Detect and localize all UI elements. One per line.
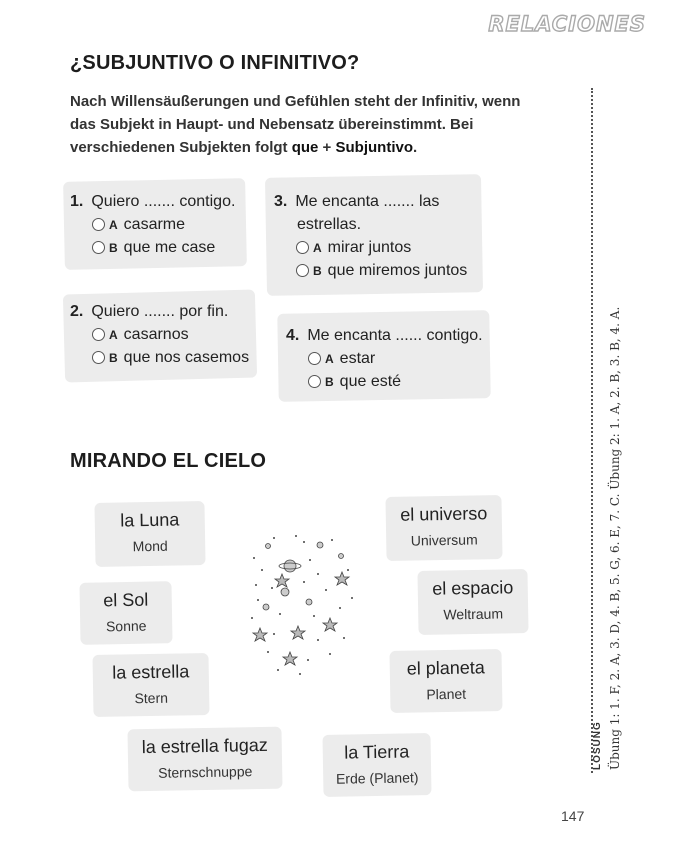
question-1 xyxy=(70,190,235,259)
question-2 xyxy=(70,300,249,369)
option-text: que me case xyxy=(123,238,216,256)
option-letter: A xyxy=(109,327,118,342)
option-text: que nos casemos xyxy=(123,348,250,366)
option-b[interactable] xyxy=(308,370,483,393)
radio-icon[interactable] xyxy=(92,328,105,341)
page-number: 147 xyxy=(561,808,585,824)
planet-icon xyxy=(339,554,344,559)
radio-icon[interactable] xyxy=(308,352,321,365)
planet-icon xyxy=(306,599,312,605)
vocab-german: Stern xyxy=(134,689,169,707)
vocab-spanish: el planeta xyxy=(406,657,485,679)
vocab-card xyxy=(92,653,209,717)
planet-icon xyxy=(266,544,271,549)
option-b[interactable] xyxy=(92,236,235,259)
intro-text: Nach Willensäußerungen und Gefühlen steht der Infinitiv, wenn das Subjekt in Haupt- und Nebensatz übereinstimmt. Bei verschiedenen Subjekten folgt xyxy=(70,93,521,156)
star-icon xyxy=(291,626,305,639)
exercise-title-cielo: MIRANDO EL CIELO xyxy=(70,450,267,472)
vocab-german: Erde (Planet) xyxy=(335,769,419,787)
option-letter: B xyxy=(313,263,322,278)
question-text: Quiero ....... por fin. xyxy=(91,302,229,320)
solution-text: Übung 1: 1. F, 2. A, 3. D, 4. B, 5. G, 6. E, 7. C. Übung 2: 1. A, 2. B, 3. B, 4. A. xyxy=(608,306,622,770)
vocab-card xyxy=(94,501,205,567)
vocab-spanish: el Sol xyxy=(103,589,149,611)
vocab-card xyxy=(417,569,528,635)
star-icon xyxy=(275,574,289,587)
option-a[interactable] xyxy=(308,347,483,370)
question-number: 4. xyxy=(286,326,300,344)
option-letter: A xyxy=(313,240,322,255)
intro-end: . xyxy=(413,139,418,156)
option-letter: B xyxy=(109,350,118,365)
option-b[interactable] xyxy=(296,259,467,282)
radio-icon[interactable] xyxy=(92,241,105,254)
vocab-card xyxy=(389,649,502,713)
option-a[interactable] xyxy=(296,236,467,259)
radio-icon[interactable] xyxy=(308,375,321,388)
option-letter: A xyxy=(109,217,118,232)
star-icon xyxy=(323,618,337,631)
option-text: casarme xyxy=(123,215,186,233)
radio-icon[interactable] xyxy=(296,241,309,254)
option-text: casarnos xyxy=(123,325,189,343)
question-number: 3. xyxy=(274,192,288,210)
intro-subjuntivo: Subjuntivo xyxy=(335,139,413,156)
option-letter: A xyxy=(325,351,334,366)
star-icon xyxy=(253,628,267,641)
planet-icon xyxy=(281,588,289,596)
question-text: Quiero ....... contigo. xyxy=(91,192,236,210)
option-text: que esté xyxy=(339,372,402,390)
vocab-spanish: la Luna xyxy=(120,509,180,531)
vocab-german: Sonne xyxy=(105,617,147,635)
vocab-spanish: el universo xyxy=(400,503,488,525)
question-text: Me encanta ...... contigo. xyxy=(307,326,483,344)
vocab-german: Planet xyxy=(426,685,467,703)
star-icon xyxy=(283,652,297,665)
vocab-german: Weltraum xyxy=(443,605,504,623)
option-text: mirar juntos xyxy=(327,238,412,256)
vocab-card xyxy=(127,727,282,792)
vocab-spanish: la estrella xyxy=(112,661,190,683)
vocab-german: Mond xyxy=(132,537,168,555)
vocab-german: Universum xyxy=(410,531,478,549)
vocab-spanish: la Tierra xyxy=(344,741,410,763)
vocab-card xyxy=(322,733,431,797)
option-a[interactable] xyxy=(92,323,249,346)
vocab-card xyxy=(385,495,502,561)
grammar-explanation xyxy=(70,90,530,159)
question-number: 2. xyxy=(70,302,84,320)
vocab-german: Sternschnuppe xyxy=(158,763,253,781)
divider-rule xyxy=(591,88,593,773)
option-text: estar xyxy=(339,349,376,367)
vocab-spanish: el espacio xyxy=(432,577,514,599)
radio-icon[interactable] xyxy=(92,218,105,231)
option-text: que miremos juntos xyxy=(327,261,468,279)
exercise-title-subjuntivo: ¿SUBJUNTIVO O INFINITIVO? xyxy=(70,52,360,74)
radio-icon[interactable] xyxy=(296,264,309,277)
question-text: Me encanta ....... las xyxy=(295,192,440,210)
intro-que: que xyxy=(291,139,319,156)
solution-label: LÖSUNG xyxy=(592,721,603,770)
planet-icon xyxy=(317,542,323,548)
section-header: RELACIONES xyxy=(488,12,646,36)
vocab-card xyxy=(79,581,172,645)
vocab-spanish: la estrella fugaz xyxy=(141,734,268,758)
option-letter: B xyxy=(325,374,334,389)
planet-icon xyxy=(263,604,269,610)
planet-icon xyxy=(279,560,301,572)
intro-plus: + xyxy=(318,139,336,156)
option-a[interactable] xyxy=(92,213,235,236)
question-number: 1. xyxy=(70,192,84,210)
space-illustration xyxy=(244,530,364,680)
option-letter: B xyxy=(109,240,118,255)
question-text-cont: estrellas. xyxy=(297,215,362,233)
star-icon xyxy=(335,572,349,585)
question-4 xyxy=(286,324,483,393)
question-3 xyxy=(274,190,467,282)
option-b[interactable] xyxy=(92,346,249,369)
radio-icon[interactable] xyxy=(92,351,105,364)
